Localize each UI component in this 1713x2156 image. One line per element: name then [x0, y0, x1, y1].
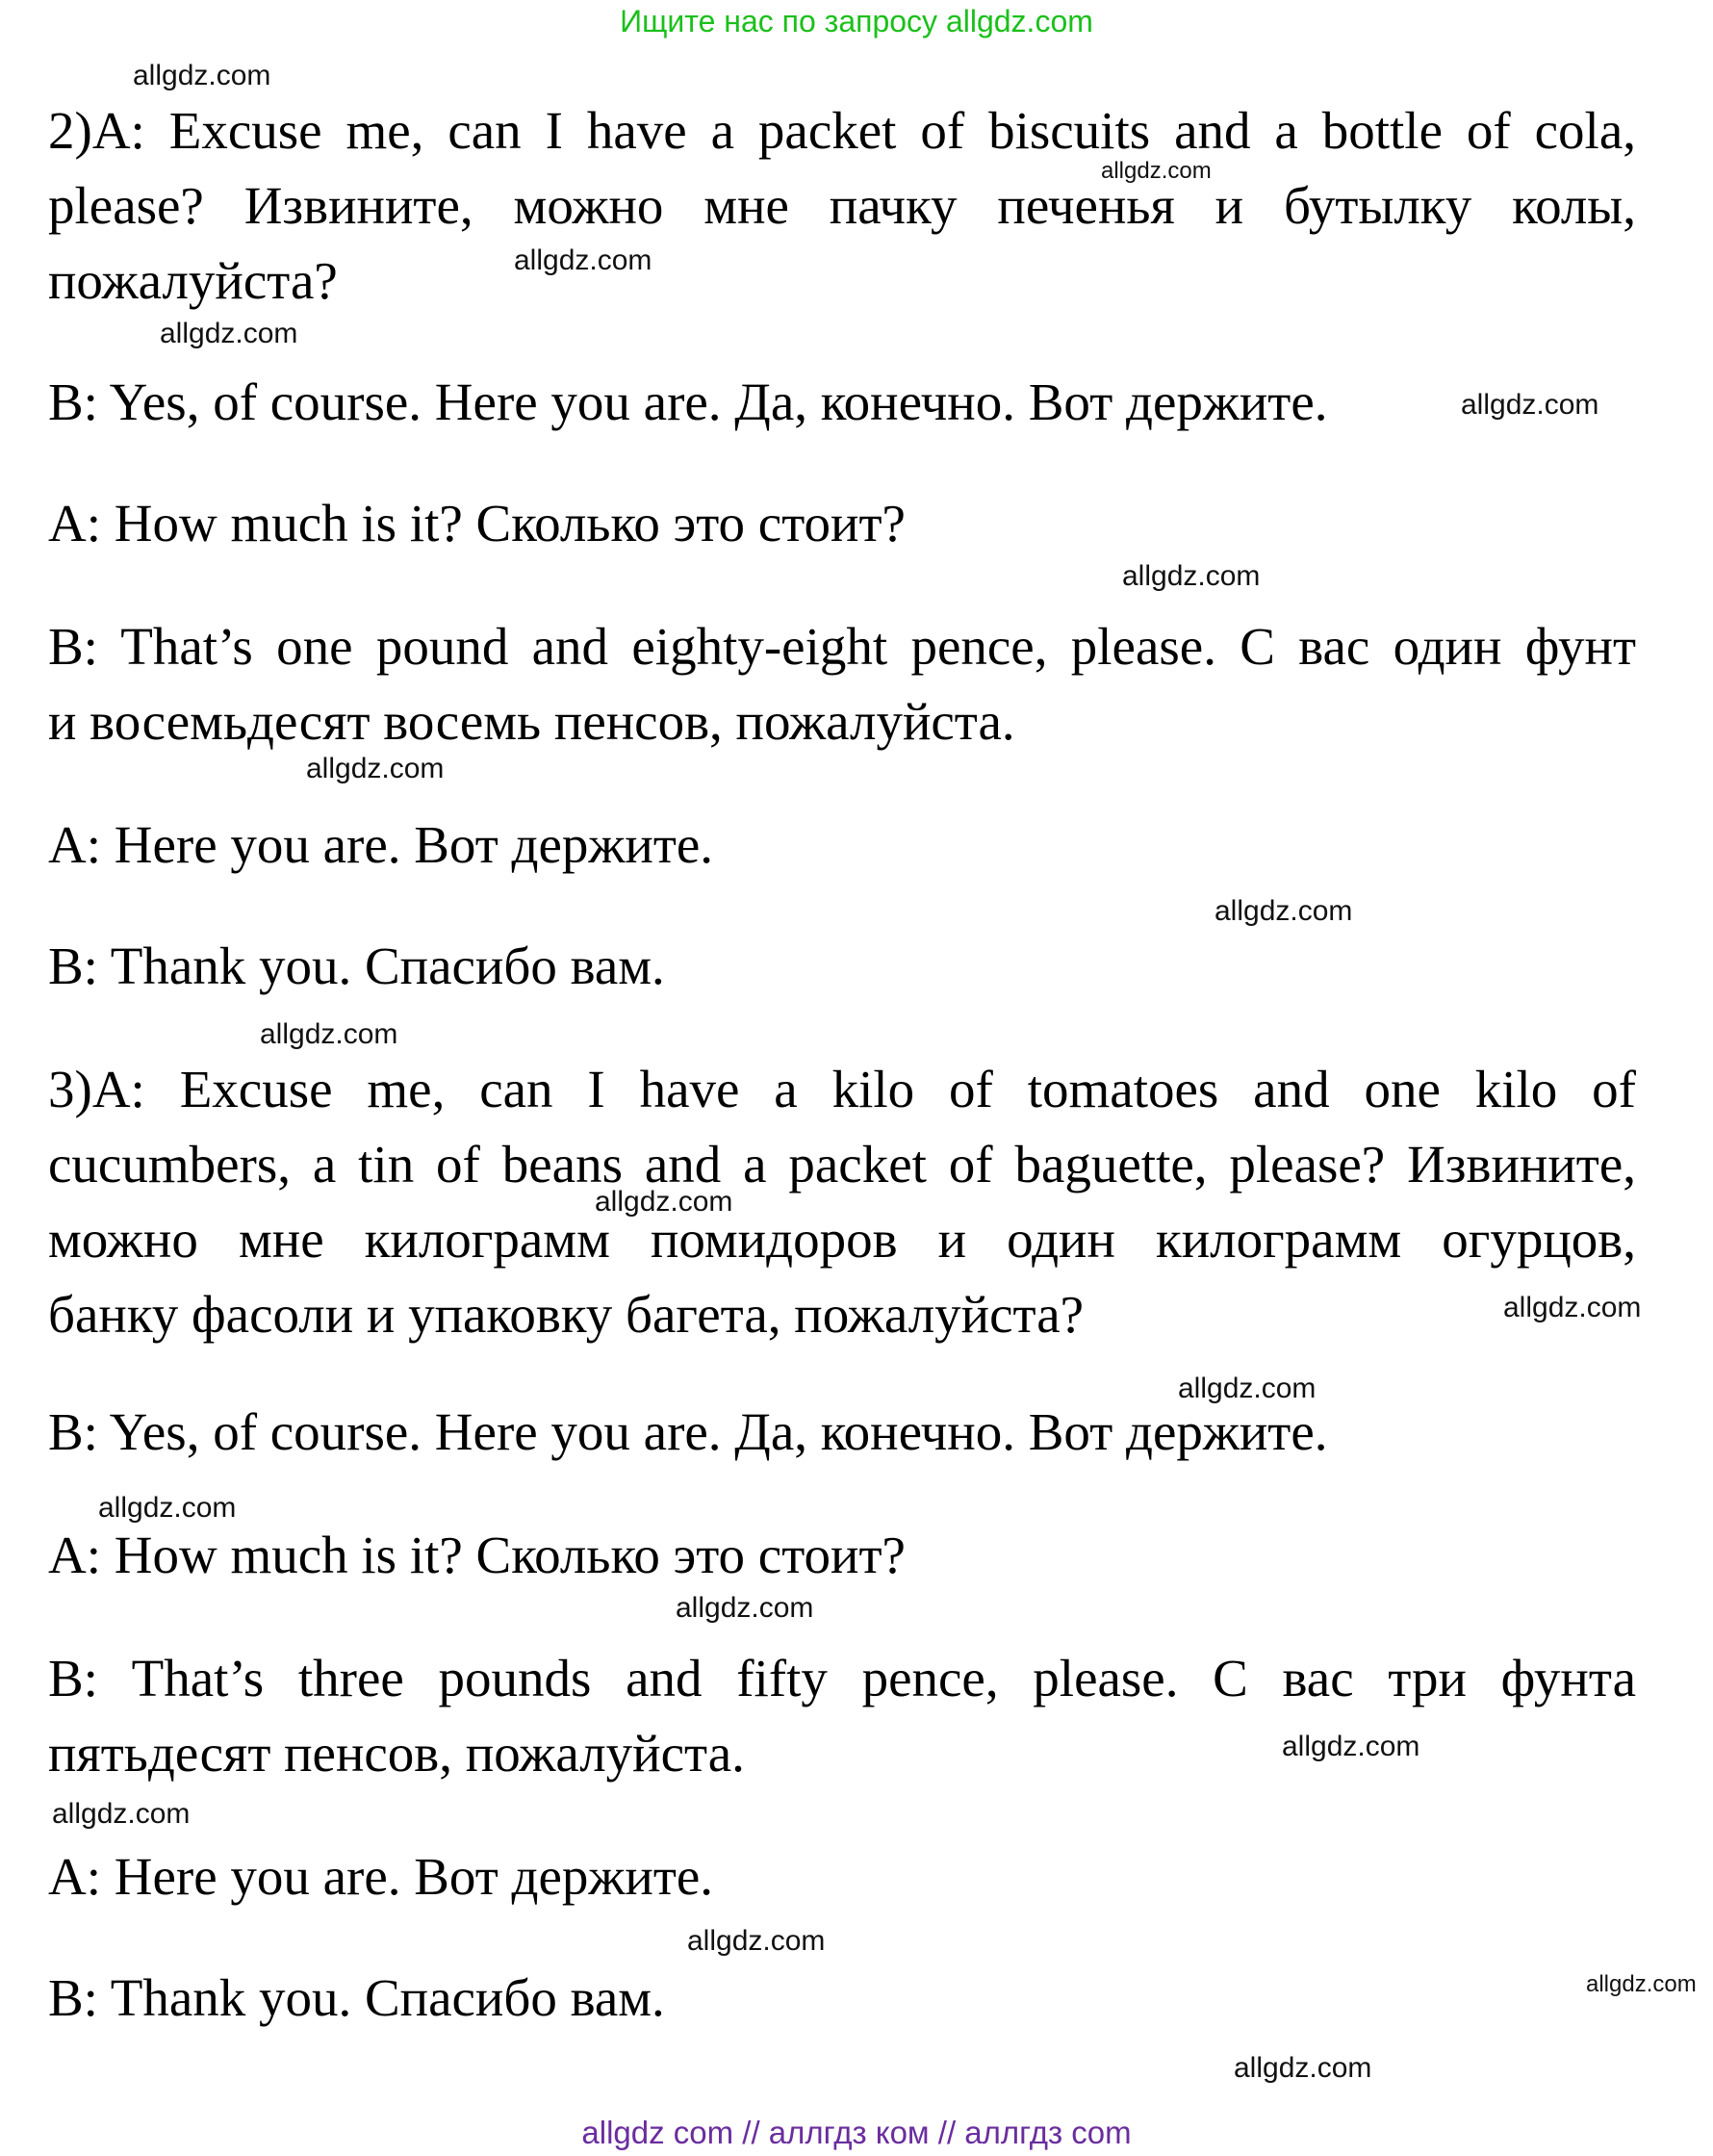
top-banner[interactable]: Ищите нас по запросу allgdz.com	[620, 4, 1093, 38]
watermark: allgdz.com	[514, 244, 652, 276]
bottom-banner[interactable]: allgdz com // аллгдз ком // аллгдз com	[581, 2115, 1132, 2150]
dialogue2-b2-line1: B: That’s one pound and eighty-eight pence, please. С вас один фунт	[48, 617, 1636, 676]
dialogue3-a2: A: How much is it? Сколько это стоит?	[48, 1526, 906, 1584]
dialogue2-a3: A: Here you are. Вот держите.	[48, 815, 714, 874]
dialogue3-a1-line2: cucumbers, a tin of beans and a packet of baguette, please? Извините,	[48, 1135, 1636, 1194]
watermark: allgdz.com	[595, 1186, 733, 1218]
dialogue2-b3: B: Thank you. Спасибо вам.	[48, 937, 665, 995]
dialogue3-b2-line1: B: That’s three pounds and fifty pence, please. С вас три фунта	[48, 1649, 1636, 1707]
watermark: allgdz.com	[1586, 1971, 1697, 1997]
watermark: allgdz.com	[52, 1798, 191, 1830]
dialogue2-a1-line3: пожалуйста?	[48, 251, 338, 310]
watermark: allgdz.com	[1122, 560, 1261, 592]
dialogue2-b2-line2: и восемьдесят восемь пенсов, пожалуйста.	[48, 692, 1015, 751]
watermark: allgdz.com	[1234, 2052, 1372, 2084]
dialogue3-a1-line3: можно мне килограмм помидоров и один килограмм огурцов,	[48, 1210, 1636, 1269]
watermark: allgdz.com	[1101, 158, 1212, 184]
watermark: allgdz.com	[98, 1492, 237, 1524]
dialogue3-a3: A: Here you are. Вот держите.	[48, 1847, 714, 1906]
watermark: allgdz.com	[306, 753, 445, 784]
dialogue3-b1: B: Yes, of course. Here you are. Да, конечно. Вот держите.	[48, 1402, 1328, 1461]
watermark: allgdz.com	[133, 60, 271, 91]
dialogue3-a1-line1: 3)A: Excuse me, can I have a kilo of tomatoes and one kilo of	[48, 1060, 1636, 1118]
watermark: allgdz.com	[1282, 1731, 1420, 1762]
watermark: allgdz.com	[676, 1592, 814, 1624]
watermark: allgdz.com	[1178, 1373, 1317, 1404]
dialogue2-b1: B: Yes, of course. Here you are. Да, конечно. Вот держите.	[48, 372, 1328, 431]
dialogue3-b2-line2: пятьдесят пенсов, пожалуйста.	[48, 1724, 745, 1783]
watermark: allgdz.com	[1503, 1292, 1642, 1323]
watermark: allgdz.com	[1214, 895, 1353, 927]
dialogue2-a2: A: How much is it? Сколько это стоит?	[48, 494, 906, 552]
watermark: allgdz.com	[260, 1018, 398, 1050]
dialogue2-a1-line1: 2)A: Excuse me, can I have a packet of biscuits and a bottle of cola,	[48, 101, 1636, 160]
watermark: allgdz.com	[160, 318, 298, 349]
watermark: allgdz.com	[687, 1925, 826, 1957]
watermark: allgdz.com	[1461, 389, 1599, 421]
dialogue2-a1-line2: please? Извините, можно мне пачку печенья и бутылку колы,	[48, 176, 1636, 235]
dialogue3-a1-line4: банку фасоли и упаковку багета, пожалуйста?	[48, 1285, 1085, 1344]
dialogue3-b3: B: Thank you. Спасибо вам.	[48, 1968, 665, 2027]
